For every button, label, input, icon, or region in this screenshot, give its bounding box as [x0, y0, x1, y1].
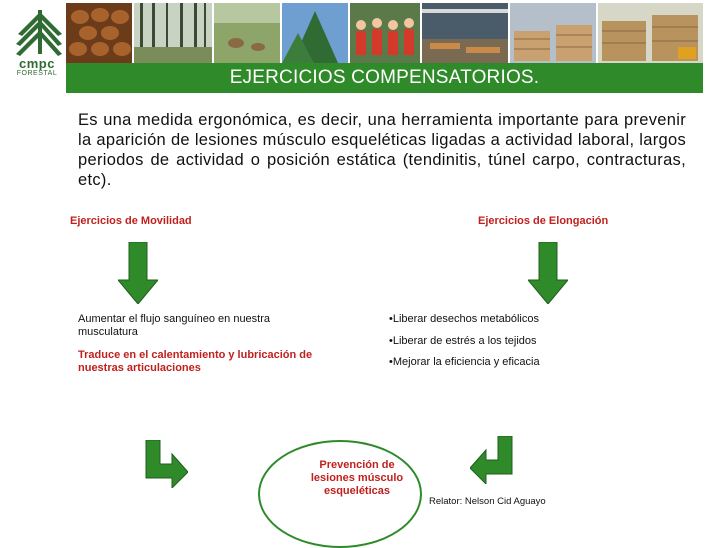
- movilidad-label: Ejercicios de Movilidad: [70, 215, 192, 227]
- prevention-text: Prevención de lesiones músculo esqueléticas: [310, 459, 404, 497]
- page-title: EJERCICIOS COMPENSATORIOS.: [229, 67, 540, 88]
- pine-cone-photo: [66, 3, 132, 63]
- deer-field-photo: [214, 3, 280, 63]
- sawmill-interior-photo: [422, 3, 508, 63]
- movilidad-down-arrow-icon: [118, 242, 158, 304]
- relator-credit: Relator: Nelson Cid Aguayo: [429, 496, 546, 507]
- logo-subtitle: FORESTAL: [16, 70, 58, 77]
- elongacion-bullet: •Liberar desechos metabólicos: [389, 313, 539, 325]
- lumber-yard-photo: [510, 3, 596, 63]
- movilidad-result: Traduce en el calentamiento y lubricación de nuestras articulaciones: [78, 349, 313, 374]
- right-bent-arrow-icon: [470, 436, 518, 484]
- logo-wordmark: cmpc: [19, 56, 55, 71]
- tree-canopy-photo: [282, 3, 348, 63]
- elongacion-bullet: •Mejorar la eficiencia y eficacia: [389, 356, 540, 368]
- movilidad-benefit: Aumentar el flujo sanguíneo en nuestra musculatura: [78, 313, 271, 338]
- banner-photo-strip: [66, 3, 703, 63]
- intro-paragraph: Es una medida ergonómica, es decir, una herramienta importante para prevenir la aparición de lesiones músculo esqueléticas ligadas a actividad laboral, largos periodos de actividad o posición estática (tendinitis, túnel carpo, contracturas, etc).: [78, 111, 686, 189]
- elongacion-label: Ejercicios de Elongación: [478, 215, 609, 227]
- left-bent-arrow-icon: [140, 440, 188, 488]
- elongacion-down-arrow-icon: [528, 242, 568, 304]
- timber-stacks-photo: [598, 3, 703, 63]
- forest-trail-photo: [134, 3, 212, 63]
- workers-group-photo: [350, 3, 420, 63]
- elongacion-bullet: •Liberar de estrés a los tejidos: [389, 335, 537, 347]
